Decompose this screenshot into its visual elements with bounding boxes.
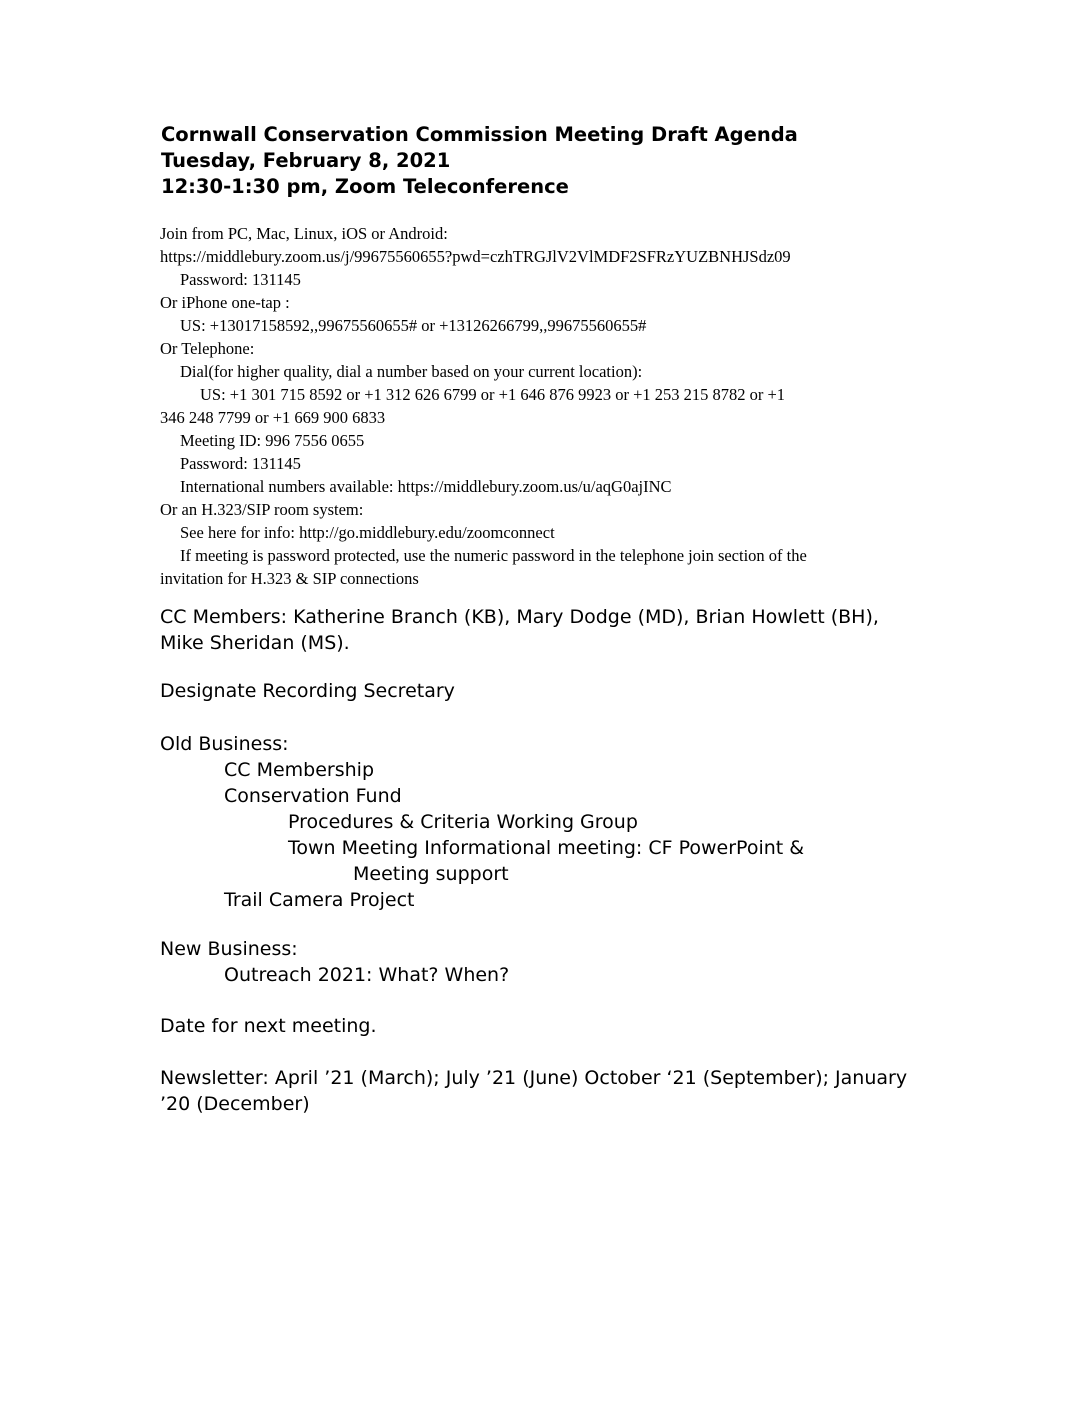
sip-label: Or an H.323/SIP room system: (160, 500, 364, 519)
newsletter-line2: ’20 (December) (160, 1093, 310, 1115)
dial-label: Dial(for higher quality, dial a number based on your current location): (180, 362, 643, 381)
iphone-numbers: US: +13017158592,,99675560655# or +13126266799,,99675560655# (180, 316, 647, 335)
sip-note-line2: invitation for H.323 & SIP connections (160, 569, 419, 588)
old-business-heading: Old Business: (160, 733, 289, 755)
sip-note-line1: If meeting is password protected, use the numeric password in the telephone join section of the (180, 546, 807, 565)
meeting-id: Meeting ID: 996 7556 0655 (180, 431, 365, 450)
list-item: CC Membership (224, 759, 375, 781)
list-item: Outreach 2021: What? When? (224, 964, 510, 986)
cc-members-line2: Mike Sheridan (MS). (160, 632, 350, 654)
next-meeting (160, 1013, 940, 1039)
old-business (160, 731, 940, 913)
join-url: https://middlebury.zoom.us/j/99675560655?pwd=czhTRGJlV2VlMDF2SFRzYUZBNHJSdz09 (160, 247, 791, 266)
join-password: Password: 131145 (180, 270, 301, 289)
cc-members-line1: CC Members: Katherine Branch (KB), Mary Dodge (MD), Brian Howlett (BH), (160, 606, 879, 628)
meeting-time-place: 12:30-1:30 pm, Zoom Teleconference (161, 175, 569, 198)
dial-numbers-line1: US: +1 301 715 8592 or +1 312 626 6799 or +1 646 876 9923 or +1 253 215 8782 or +1 (200, 385, 786, 404)
newsletter (160, 1065, 940, 1117)
list-item: Conservation Fund (224, 785, 402, 807)
newsletter-line1: Newsletter: April ’21 (March); July ’21 (June) October ‘21 (September); January (160, 1067, 908, 1089)
designate-secretary (160, 678, 940, 704)
iphone-label: Or iPhone one-tap : (160, 293, 290, 312)
telephone-label: Or Telephone: (160, 339, 255, 358)
next-meeting-text: Date for next meeting. (160, 1015, 377, 1037)
dial-numbers-line2: 346 248 7799 or +1 669 900 6833 (160, 408, 386, 427)
list-item-continuation: Meeting support (353, 863, 509, 885)
meeting-date: Tuesday, February 8, 2021 (161, 149, 451, 172)
cc-members (160, 604, 940, 656)
new-business (160, 936, 940, 988)
agenda-title: Cornwall Conservation Commission Meeting Draft Agenda (161, 123, 798, 146)
designate-secretary-text: Designate Recording Secretary (160, 680, 455, 702)
list-item: Trail Camera Project (224, 889, 415, 911)
agenda-header (161, 122, 921, 200)
list-item: Procedures & Criteria Working Group (288, 811, 638, 833)
telephone-password: Password: 131145 (180, 454, 301, 473)
international-numbers: International numbers available: https://middlebury.zoom.us/u/aqG0ajINC (180, 477, 672, 496)
list-item: Town Meeting Informational meeting: CF PowerPoint & (288, 837, 805, 859)
zoom-join-info (160, 222, 940, 590)
new-business-heading: New Business: (160, 938, 298, 960)
join-label: Join from PC, Mac, Linux, iOS or Android: (160, 224, 448, 243)
sip-info: See here for info: http://go.middlebury.edu/zoomconnect (180, 523, 555, 542)
